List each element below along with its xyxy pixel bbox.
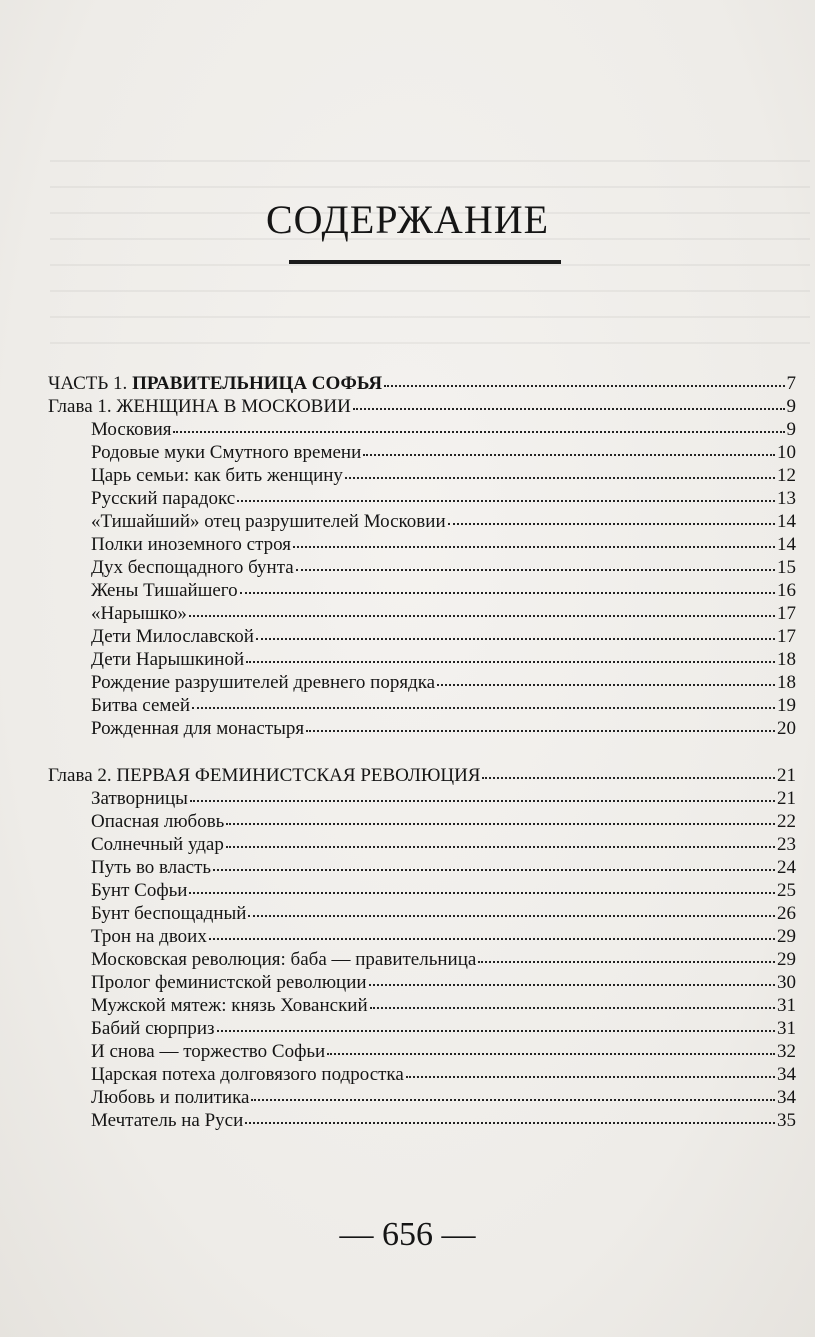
page-title: СОДЕРЖАНИЕ	[265, 197, 550, 242]
toc-section-row	[48, 1040, 796, 1063]
toc-section-label: Путь во власть	[91, 857, 212, 878]
toc-page-number: 18	[777, 672, 796, 693]
toc-section-row	[48, 556, 796, 579]
toc-section-row	[48, 971, 796, 994]
toc-section-row	[48, 1017, 796, 1040]
dot-leader	[189, 615, 775, 617]
toc-section-label: Дух беспощадного бунта	[91, 557, 294, 578]
toc-section-row	[48, 902, 796, 925]
toc-section-label: Битва семей	[91, 695, 191, 716]
toc-page-number: 18	[777, 649, 796, 670]
toc-section-row	[48, 441, 796, 464]
dot-leader	[217, 1030, 775, 1032]
toc-page-number: 21	[777, 788, 796, 809]
toc-section-row	[48, 1109, 796, 1132]
toc-page-number: 20	[777, 718, 796, 739]
toc-part-label	[48, 372, 382, 395]
toc-section-label: Родовые муки Смутного времени	[91, 442, 362, 463]
toc-section-label: Мечтатель на Руси	[91, 1110, 244, 1131]
toc-section-label: Опасная любовь	[91, 811, 225, 832]
toc-page-number: 26	[777, 903, 796, 924]
toc-section-label: «Нарышко»	[91, 603, 187, 624]
toc-section-row	[48, 833, 796, 856]
toc-page-number: 31	[777, 995, 796, 1016]
toc-section-label: Московия	[91, 419, 172, 440]
toc-section-label: Затворницы	[91, 788, 188, 809]
dot-leader	[293, 546, 775, 548]
toc-section-label: Русский парадокс	[91, 488, 236, 509]
toc-chapter-row	[48, 395, 796, 418]
toc-page-number: 23	[777, 834, 796, 855]
toc-section-label: Московская революция: баба — правительница	[91, 949, 477, 970]
dot-leader	[237, 500, 775, 502]
toc-section-label: Бабий сюрприз	[91, 1018, 215, 1039]
toc-section-row	[48, 1063, 796, 1086]
toc-page-number: 17	[777, 603, 796, 624]
toc-page-number: 21	[777, 765, 796, 786]
toc-section-row	[48, 602, 796, 625]
toc-section-row	[48, 671, 796, 694]
dot-leader	[306, 730, 775, 732]
dot-leader	[384, 385, 784, 387]
dot-leader	[478, 961, 775, 963]
toc-section-label: Царь семьи: как бить женщину	[91, 465, 343, 486]
toc-page-number: 15	[777, 557, 796, 578]
toc-section-row	[48, 810, 796, 833]
toc-section-label: И снова — торжество Софьи	[91, 1041, 326, 1062]
toc-page-number: 29	[777, 926, 796, 947]
dot-leader	[245, 1122, 775, 1124]
toc-section-row	[48, 925, 796, 948]
toc-part-name: ПРАВИТЕЛЬНИЦА СОФЬЯ	[132, 373, 383, 394]
toc-section-row	[48, 418, 796, 441]
toc-section-label: Рождение разрушителей древнего порядка	[91, 672, 436, 693]
dot-leader	[251, 1099, 775, 1101]
toc-section-label: Солнечный удар	[91, 834, 224, 855]
toc-page-number: 32	[777, 1041, 796, 1062]
toc-section-label: Царская потеха долговязого подростка	[91, 1064, 404, 1085]
toc-part-row	[48, 372, 796, 395]
toc-section-label: Полки иноземного строя	[91, 534, 291, 555]
toc-section-label: Дети Нарышкиной	[91, 649, 245, 670]
toc-page-number: 10	[777, 442, 796, 463]
toc-section-row	[48, 879, 796, 902]
toc-page-number: 31	[777, 1018, 796, 1039]
dot-leader	[246, 661, 775, 663]
toc-page-number: 14	[777, 534, 796, 555]
toc-section-label: Трон на двоих	[91, 926, 207, 947]
toc-section-row	[48, 510, 796, 533]
toc-page-number: 34	[777, 1087, 796, 1108]
toc-page-number: 30	[777, 972, 796, 993]
dot-leader	[240, 592, 775, 594]
dot-leader	[482, 777, 775, 779]
page-number: — 656 —	[339, 1216, 476, 1253]
toc-page-number: 9	[786, 396, 796, 417]
toc-page-number: 34	[777, 1064, 796, 1085]
toc-page-number: 12	[777, 465, 796, 486]
dot-leader	[256, 638, 775, 640]
dot-leader	[345, 477, 775, 479]
toc-section-label: Мужской мятеж: князь Хованский	[91, 995, 368, 1016]
toc-page-number: 24	[777, 857, 796, 878]
toc-section-label: Пролог феминистской революции	[91, 972, 367, 993]
toc-section-row	[48, 464, 796, 487]
dot-leader	[189, 892, 775, 894]
dot-leader	[209, 938, 775, 940]
toc-section-row	[48, 994, 796, 1017]
toc-section-row	[48, 787, 796, 810]
toc-page-number: 14	[777, 511, 796, 532]
dot-leader	[327, 1053, 775, 1055]
toc-page-number: 22	[777, 811, 796, 832]
dot-leader	[363, 454, 775, 456]
toc-section-row	[48, 625, 796, 648]
toc-page-number: 19	[777, 695, 796, 716]
toc-part-prefix: ЧАСТЬ 1.	[48, 373, 133, 394]
toc-page-number: 35	[777, 1110, 796, 1131]
toc-section-row	[48, 1086, 796, 1109]
dot-leader	[213, 869, 775, 871]
dot-leader	[248, 915, 775, 917]
dot-leader	[173, 431, 784, 433]
dot-leader	[370, 1007, 775, 1009]
toc-section-row	[48, 948, 796, 971]
dot-leader	[353, 408, 785, 410]
dot-leader	[190, 800, 775, 802]
toc-page-number: 7	[786, 373, 796, 394]
toc-section-label: Бунт Софьи	[91, 880, 188, 901]
dot-leader	[437, 684, 775, 686]
toc-chapter-label: Глава 2. ПЕРВАЯ ФЕМИНИСТСКАЯ РЕВОЛЮЦИЯ	[48, 765, 481, 786]
toc-page-number: 25	[777, 880, 796, 901]
dot-leader	[226, 846, 775, 848]
toc-section-row	[48, 694, 796, 717]
dot-leader	[226, 823, 775, 825]
toc-section-row	[48, 487, 796, 510]
toc-section-row	[48, 533, 796, 556]
dot-leader	[296, 569, 775, 571]
dot-leader	[406, 1076, 775, 1078]
toc-section-label: «Тишайший» отец разрушителей Московии	[91, 511, 446, 532]
toc-page-number: 17	[777, 626, 796, 647]
dot-leader	[369, 984, 775, 986]
toc-section-label: Жены Тишайшего	[91, 580, 238, 601]
dot-leader	[448, 523, 775, 525]
toc-section-row	[48, 717, 796, 740]
toc-page-number: 9	[786, 419, 796, 440]
toc-section-row	[48, 579, 796, 602]
toc-section-row	[48, 856, 796, 879]
toc-page-number: 29	[777, 949, 796, 970]
toc-section-label: Дети Милославской	[91, 626, 254, 647]
dot-leader	[192, 707, 775, 709]
toc-page-number: 13	[777, 488, 796, 509]
title-underline	[289, 260, 561, 264]
toc-page-number: 16	[777, 580, 796, 601]
toc-chapter-row	[48, 764, 796, 787]
toc-section-label: Бунт беспощадный	[91, 903, 247, 924]
toc-section-label: Любовь и политика	[91, 1087, 250, 1108]
toc-section-row	[48, 648, 796, 671]
toc-chapter-label: Глава 1. ЖЕНЩИНА В МОСКОВИИ	[48, 396, 351, 417]
toc-section-label: Рожденная для монастыря	[91, 718, 305, 739]
table-of-contents	[48, 372, 796, 1132]
